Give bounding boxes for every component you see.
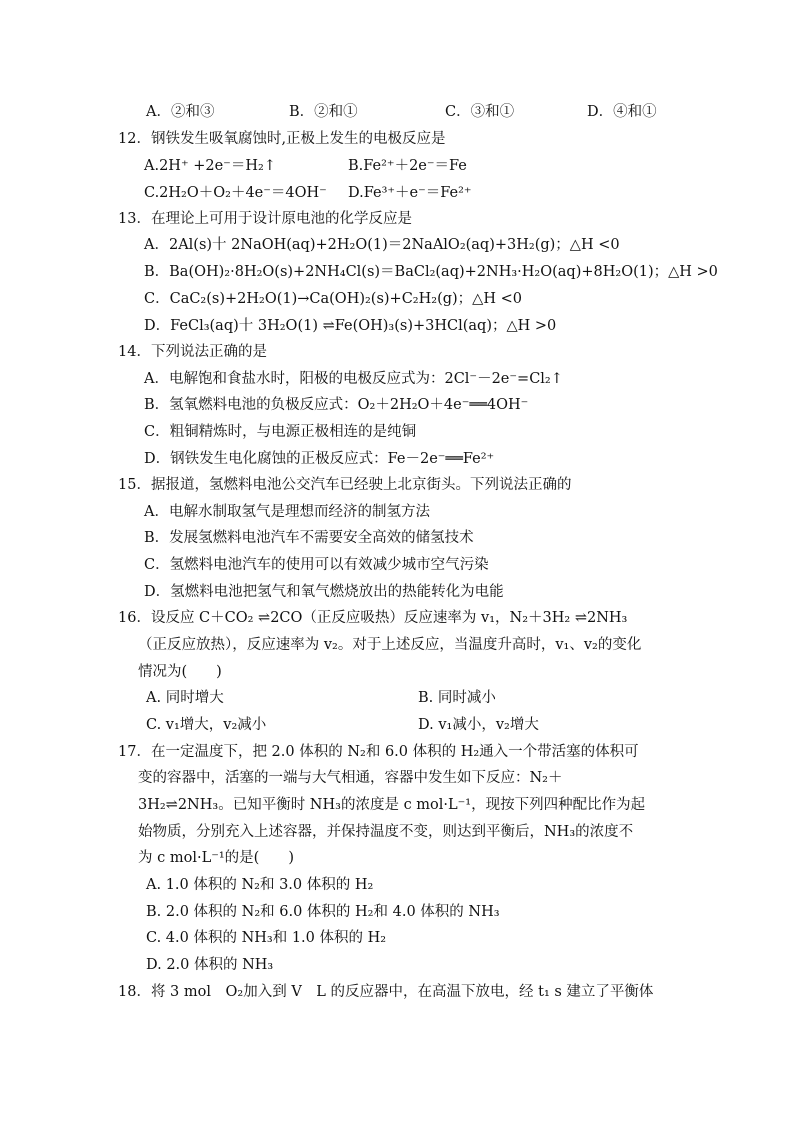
q17-stem-line-5: 为 c mol·L⁻¹的是( ) bbox=[138, 850, 294, 866]
q12-option-b: B.Fe²⁺＋2e⁻＝Fe bbox=[348, 158, 467, 174]
q13-option-d: D．FeCl₃(aq)十 3H₂O(1) ⇌Fe(OH)₃(s)+3HCl(aq)；△H >0 bbox=[144, 318, 557, 334]
q18-stem-line-1: 18．将 3 mol O₂加入到 V L 的反应器中，在高温下放电，经 t₁ s 建立了平衡体 bbox=[118, 984, 654, 1000]
q11-option-b: B．②和① bbox=[289, 104, 358, 120]
q17-stem-line-4: 始物质，分别充入上述容器，并保持温度不变，则达到平衡后，NH₃的浓度不 bbox=[138, 824, 634, 840]
q16-option-b: B. 同时减小 bbox=[418, 690, 496, 706]
q11-option-c: C．③和① bbox=[445, 104, 515, 120]
q14-option-a: A．电解饱和食盐水时，阳极的电极反应式为：2Cl⁻－2e⁻=Cl₂↑ bbox=[144, 371, 563, 387]
q15-option-b: B．发展氢燃料电池汽车不需要安全高效的储氢技术 bbox=[144, 530, 474, 546]
q16-option-a: A. 同时增大 bbox=[146, 690, 224, 706]
q15-option-d: D．氢燃料电池把氢气和氧气燃烧放出的热能转化为电能 bbox=[144, 584, 504, 600]
q17-option-d: D. 2.0 体积的 NH₃ bbox=[146, 957, 274, 973]
q16-stem-line-2: （正反应放热），反应速率为 v₂。对于上述反应，当温度升高时，v₁、v₂的变化 bbox=[138, 637, 642, 653]
q17-option-c: C. 4.0 体积的 NH₃和 1.0 体积的 H₂ bbox=[146, 930, 387, 946]
q13-option-a: A．2Al(s)十 2NaOH(aq)+2H₂O(1)＝2NaAlO₂(aq)+3H₂(g)；△H <0 bbox=[144, 237, 620, 253]
q14-stem: 14．下列说法正确的是 bbox=[118, 344, 267, 360]
q14-option-b: B．氢氧燃料电池的负极反应式：O₂＋2H₂O＋4e⁻══4OH⁻ bbox=[144, 397, 529, 413]
q11-option-d: D．④和① bbox=[587, 104, 657, 120]
q17-option-b: B. 2.0 体积的 N₂和 6.0 体积的 H₂和 4.0 体积的 NH₃ bbox=[146, 904, 500, 920]
q12-option-c: C.2H₂O＋O₂＋4e⁻＝4OH⁻ bbox=[144, 185, 327, 201]
q15-option-a: A．电解水制取氢气是理想而经济的制氢方法 bbox=[144, 504, 430, 520]
q15-stem: 15．据报道，氢燃料电池公交汽车已经驶上北京街头。下列说法正确的 bbox=[118, 477, 572, 493]
q17-stem-line-1: 17．在一定温度下，把 2.0 体积的 N₂和 6.0 体积的 H₂通入一个带活塞的体积可 bbox=[118, 744, 639, 760]
q14-option-c: C．粗铜精炼时，与电源正极相连的是纯铜 bbox=[144, 424, 417, 440]
q16-option-d: D. v₁减小，v₂增大 bbox=[418, 717, 539, 733]
q16-stem-line-1: 16．设反应 C＋CO₂ ⇌2CO（正反应吸热）反应速率为 v₁，N₂＋3H₂ ⇌2NH₃ bbox=[118, 610, 628, 626]
q17-stem-line-3: 3H₂⇌2NH₃。已知平衡时 NH₃的浓度是 c mol·L⁻¹，现按下列四种配比作为起 bbox=[138, 797, 646, 813]
q13-stem: 13．在理论上可用于设计原电池的化学反应是 bbox=[118, 211, 412, 227]
q15-option-c: C．氢燃料电池汽车的使用可以有效减少城市空气污染 bbox=[144, 557, 489, 573]
q17-option-a: A. 1.0 体积的 N₂和 3.0 体积的 H₂ bbox=[146, 877, 374, 893]
q12-option-a: A.2H⁺ +2e⁻＝H₂↑ bbox=[144, 158, 276, 174]
q12-stem: 12．钢铁发生吸氧腐蚀时,正极上发生的电极反应是 bbox=[118, 131, 446, 147]
q17-stem-line-2: 变的容器中，活塞的一端与大气相通，容器中发生如下反应：N₂＋ bbox=[138, 770, 563, 786]
q13-option-c: C．CaC₂(s)+2H₂O(1)→Ca(OH)₂(s)+C₂H₂(g)；△H <0 bbox=[144, 291, 522, 307]
q13-option-b: B．Ba(OH)₂·8H₂O(s)+2NH₄Cl(s)＝BaCl₂(aq)+2NH₃·H₂O(aq)+8H₂O(1)；△H >0 bbox=[144, 264, 718, 280]
q16-stem-line-3: 情况为( ) bbox=[138, 664, 222, 680]
q14-option-d: D．钢铁发生电化腐蚀的正极反应式：Fe－2e⁻══Fe²⁺ bbox=[144, 451, 495, 467]
q11-option-a: A．②和③ bbox=[146, 104, 215, 120]
q16-option-c: C. v₁增大，v₂减小 bbox=[146, 717, 267, 733]
q12-option-d: D.Fe³⁺＋e⁻＝Fe²⁺ bbox=[348, 185, 472, 201]
